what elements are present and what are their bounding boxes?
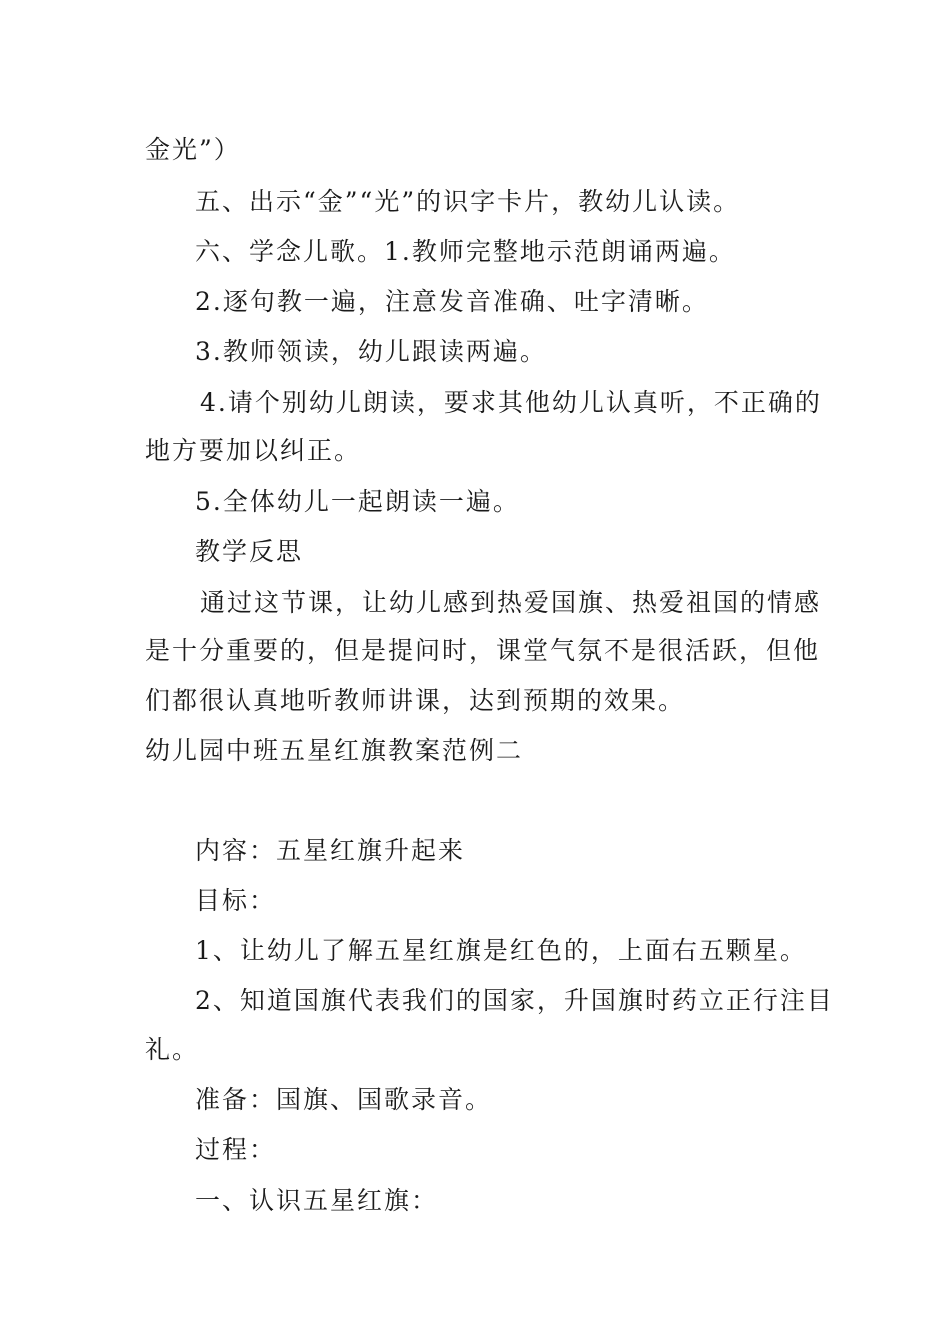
section-heading: 教学反思 bbox=[195, 537, 304, 566]
text-line: 1、让幼儿了解五星红旗是红色的，上面右五颗星。 bbox=[195, 936, 807, 965]
text-line: 通过这节课，让幼儿感到热爱国旗、热爱祖国的情感 bbox=[200, 588, 822, 617]
text-line: 目标： bbox=[195, 886, 277, 915]
text-line: 准备：国旗、国歌录音。 bbox=[195, 1085, 493, 1114]
text-line: 过程： bbox=[195, 1135, 277, 1164]
text-line: 地方要加以纠正。 bbox=[145, 436, 362, 465]
text-line: 六、学念儿歌。1.教师完整地示范朗诵两遍。 bbox=[195, 237, 736, 266]
text-line: 一、认识五星红旗： bbox=[195, 1186, 439, 1215]
text-line: 2.逐句教一遍，注意发音准确、吐字清晰。 bbox=[195, 287, 709, 316]
text-line: 礼。 bbox=[145, 1035, 200, 1064]
text-line: 3.教师领读，幼儿跟读两遍。 bbox=[195, 337, 547, 366]
text-line: 5.全体幼儿一起朗读一遍。 bbox=[195, 487, 520, 516]
text-line: 2、知道国旗代表我们的国家，升国旗时药立正行注目 bbox=[195, 986, 834, 1015]
section-title: 幼儿园中班五星红旗教案范例二 bbox=[145, 736, 524, 765]
text-line: 五、出示“金”“光”的识字卡片，教幼儿认读。 bbox=[195, 187, 741, 216]
text-line: 是十分重要的，但是提问时，课堂气氛不是很活跃，但他 bbox=[145, 636, 821, 665]
text-line: 内容：五星红旗升起来 bbox=[195, 836, 466, 865]
text-line: 们都很认真地听教师讲课，达到预期的效果。 bbox=[145, 686, 686, 715]
text-line: 金光”） bbox=[145, 135, 241, 164]
text-line: 4.请个别幼儿朗读，要求其他幼儿认真听，不正确的 bbox=[200, 388, 822, 417]
